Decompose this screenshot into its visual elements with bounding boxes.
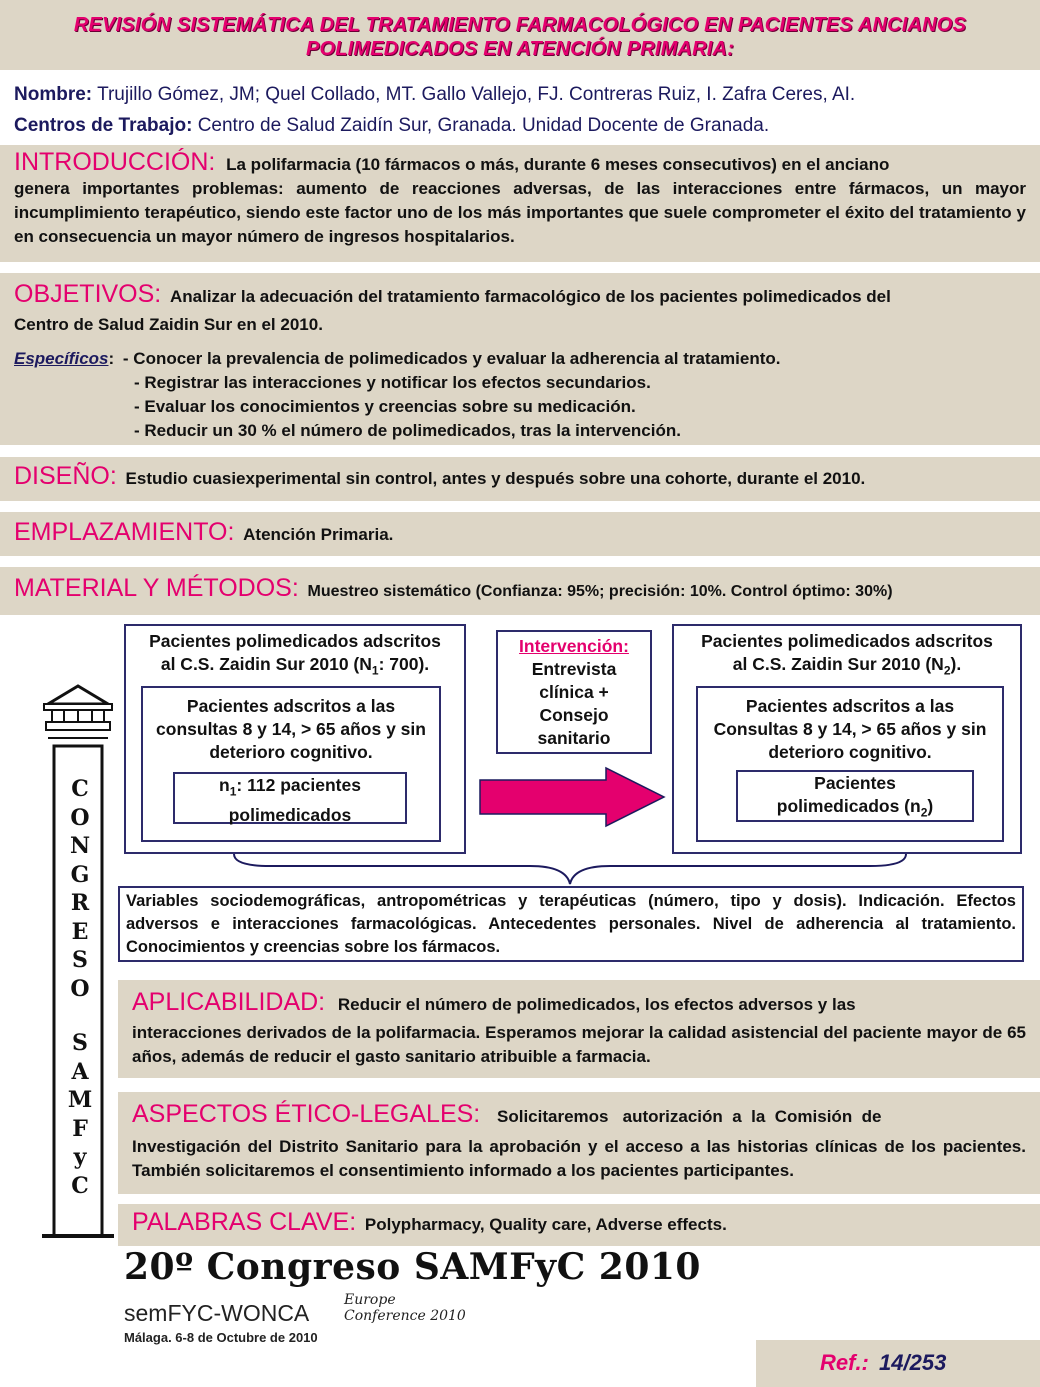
- intervention-box: [496, 630, 652, 754]
- left-outer-line-1: Pacientes polimedicados adscritos: [149, 631, 441, 651]
- wonca-europe: Europe: [344, 1292, 396, 1308]
- aplicabilidad-section: [132, 990, 1026, 1069]
- congreso-vertical-letter: E: [71, 918, 89, 945]
- left-inner-box: [173, 772, 407, 824]
- left-outer-line-2: al C.S. Zaidin Sur 2010 ($N_1$: 700).: [160, 654, 430, 678]
- emplazamiento-text: Atención Primaria.: [243, 525, 394, 544]
- eticos-section: [132, 1102, 1026, 1183]
- workplace-line: [14, 115, 769, 137]
- palabras-section: [132, 1210, 727, 1237]
- aplicabilidad-first-line: Reducir el número de polimedicados, los efectos adversos y las: [337, 995, 856, 1014]
- diseno-text: Estudio cuasiexperimental sin control, antes y después sobre una cohorte, durante el 2010.: [125, 469, 866, 488]
- congreso-vertical-letter: N: [69, 833, 91, 859]
- ref-label: Ref.:: [820, 1350, 869, 1375]
- left-inner-line-2: polimedicados: [228, 804, 352, 825]
- authors-line: [14, 84, 855, 106]
- variables-text: Variables sociodemográficas, antropométricas y terapéuticas (número, tipo y dosis). Indicación. Efectos adversos e interacciones farmacológicas. Antecedentes personales. Nivel de adherencia al tratamiento. Conocimientos y creencias sobre los fármacos.: [126, 892, 1016, 956]
- emplazamiento-heading: EMPLAZAMIENTO:: [14, 518, 235, 546]
- diseno-section: [14, 464, 865, 491]
- objetivos-heading: OBJETIVOS:: [14, 280, 162, 308]
- congreso-vertical-letter: S: [72, 1030, 88, 1056]
- left-inner-line-1: $n_1$: 112 pacientes: [219, 775, 361, 799]
- intro-section: [14, 150, 1026, 249]
- title-line-1: REVISIÓN SISTEMÁTICA DEL TRATAMIENTO FARMACOLÓGICO EN PACIENTES ANCIANOS: [73, 14, 967, 36]
- eticos-body: Investigación del Distrito Sanitario para la aprobación y el acceso a las historias clínicas de los pacientes. También solicitaremos el consentimiento informado a los pacientes participantes.: [132, 1137, 1026, 1180]
- right-mid-text: Pacientes adscritos a las Consultas 8 y 14, > 65 años y sin deterioro cognitivo.: [713, 696, 987, 762]
- congress-logo-title: 20º Congreso SAMFyC 2010: [124, 1246, 701, 1288]
- congreso-vertical-letter: A: [71, 1058, 89, 1085]
- intro-body: genera importantes problemas: aumento de reacciones adversas, de las interacciones entre fármacos, un mayor incumplimiento terapéutico, siendo este factor uno de los más importantes que suele comprometer el éxito del tratamiento y en consecuencia un mayor número de ingresos hospitalarios.: [14, 179, 1026, 246]
- authors-value: Trujillo Gómez, JM; Quel Collado, MT. Gallo Vallejo, FJ. Contreras Ruiz, I. Zafra Ceres, AI.: [97, 84, 856, 105]
- eticos-first-line: Solicitaremos autorización a la Comisión de: [497, 1107, 882, 1126]
- material-heading: MATERIAL Y MÉTODOS:: [14, 574, 299, 602]
- right-outer-line-2: al C.S. Zaidin Sur 2010 $(N_2)$.: [732, 654, 962, 678]
- workplace-label: Centros de Trabajo:: [14, 115, 193, 136]
- left-mid-text: Pacientes adscritos a las consultas 8 y 14, > 65 años y sin deterioro cognitivo.: [156, 696, 426, 762]
- brace: [230, 852, 910, 886]
- congreso-vertical-letter: F: [72, 1115, 88, 1142]
- right-inner-line-2: polimedicados $(n_2)$: [776, 796, 934, 820]
- intro-heading: INTRODUCCIÓN:: [14, 148, 216, 176]
- title-line-2: POLIMEDICADOS EN ATENCIÓN PRIMARIA:: [305, 38, 735, 60]
- objetivos-section: OBJETIVOS: Analizar la adecuación del tratamiento farmacológico de los pacientes polimedicados del Centro de Salud Zaidin Sur en el 2010. Específicos: - Conocer la prevalencia de polimedicados y evaluar la adherencia al tratamiento. - Registrar las interacciones y notificar los efectos secundarios. - Evaluar los conocimientos y creencias sobre su medicación. - Reducir un 30 % el número de polimedicados, tras la intervención.: [14, 282, 1026, 443]
- congreso-vertical-letter: O: [70, 975, 90, 1002]
- authors-label: Nombre:: [14, 84, 93, 105]
- workplace-value: Centro de Salud Zaidín Sur, Granada. Unidad Docente de Granada.: [197, 115, 770, 136]
- material-text: Muestreo sistemático (Confianza: 95%; precisión: 10%. Control óptimo: 30%): [307, 583, 893, 600]
- right-inner-line-1: Pacientes: [814, 773, 896, 793]
- congreso-vertical-letter: O: [70, 804, 90, 831]
- wonca-conference: Conference 2010: [344, 1308, 466, 1324]
- objetivo-item-3: - Evaluar los conocimientos y creencias sobre su medicación.: [134, 397, 636, 416]
- congress-place: Málaga. 6-8 de Octubre de 2010: [124, 1330, 318, 1345]
- objetivo-item-2: - Registrar las interacciones y notificar los efectos secundarios.: [134, 373, 651, 392]
- objetivos-first-line: Analizar la adecuación del tratamiento farmacológico de los pacientes polimedicados del: [170, 287, 891, 306]
- diseno-heading: DISEÑO:: [14, 462, 117, 490]
- congreso-vertical-letter: M: [67, 1087, 93, 1113]
- intervention-text: Entrevista clínica + Consejo sanitario: [531, 659, 617, 748]
- aplicabilidad-heading: APLICABILIDAD:: [132, 988, 326, 1016]
- wonca-logo: [124, 1292, 504, 1352]
- congreso-vertical-letter: y: [73, 1144, 87, 1170]
- variables-box: [118, 886, 1024, 962]
- flow-arrow: [478, 766, 668, 828]
- right-inner-box: [736, 770, 974, 822]
- especificos-label: Específicos: [14, 349, 109, 368]
- aplicabilidad-body: interacciones derivados de la polifarmacia. Esperamos mejorar la calidad asistencial del paciente mayor de 65 años, además de reducir el gasto sanitario atribuible a farmacia.: [132, 1023, 1026, 1066]
- congreso-vertical-letter: C: [71, 1172, 89, 1199]
- intro-first-line: La polifarmacia (10 fármacos o más, durante 6 meses consecutivos) en el anciano: [226, 155, 890, 174]
- palabras-text: Polypharmacy, Quality care, Adverse effects.: [364, 1215, 727, 1234]
- congreso-vertical-letter: C: [71, 776, 89, 802]
- objetivo-item-4: - Reducir un 30 % el número de polimedicados, tras la intervención.: [134, 421, 681, 440]
- wonca-text: semFYC-WONCA: [124, 1300, 310, 1326]
- emplazamiento-section: [14, 520, 393, 547]
- congreso-vertical-letter: R: [70, 890, 90, 916]
- congreso-vertical-letter: G: [70, 861, 90, 888]
- right-outer-line-1: Pacientes polimedicados adscritos: [701, 631, 993, 651]
- congreso-vertical-letter: S: [72, 947, 88, 973]
- palabras-heading: PALABRAS CLAVE:: [132, 1208, 357, 1236]
- intervention-label: Intervención:: [519, 636, 629, 656]
- ref-line: [820, 1350, 946, 1376]
- ref-value: 14/253: [879, 1350, 947, 1375]
- objetivos-second-line: Centro de Salud Zaidin Sur en el 2010.: [14, 315, 323, 334]
- objetivo-item-1: - Conocer la prevalencia de polimedicados y evaluar la adherencia al tratamiento.: [122, 349, 781, 368]
- material-section: [14, 576, 893, 604]
- eticos-heading: ASPECTOS ÉTICO-LEGALES:: [132, 1100, 481, 1128]
